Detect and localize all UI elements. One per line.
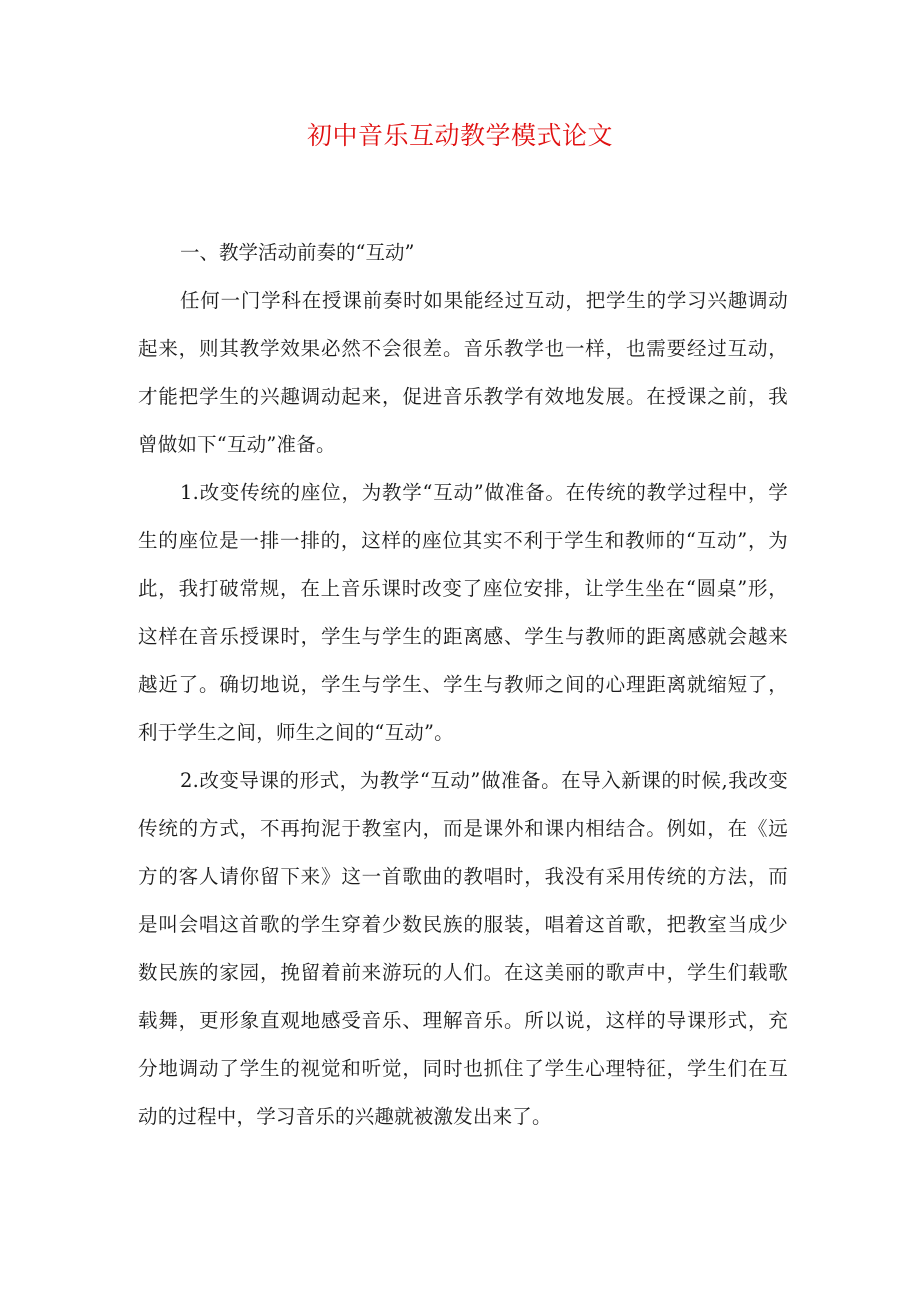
paragraph-lesson-intro: 2.改变导课的形式，为教学“互动”做准备。在导入新课的时候,我改变传统的方式，不再拘泥于教室内，而是课外和课内相结合。例如，在《远方的客人请你留下来》这一首歌曲的教唱时，我没有采用传统的方法，而是叫会唱这首歌的学生穿着少数民族的服装，唱着这首歌，把教室当成少数民族的家园，挽留着前来游玩的人们。在这美丽的歌声中，学生们载歌载舞，更形象直观地感受音乐、理解音乐。所以说，这样的导课形式，充分地调动了学生的视觉和听觉，同时也抓住了学生心理特征，学生们在互动的过程中，学习音乐的兴趣就被激发出来了。	[138, 769, 788, 1128]
paragraph-seating: 1.改变传统的座位，为教学“互动”做准备。在传统的教学过程中，学生的座位是一排一排的，这样的座位其实不利于学生和教师的“互动”，为此，我打破常规，在上音乐课时改变了座位安排，让学生坐在“圆桌”形，这样在音乐授课时，学生与学生的距离感、学生与教师的距离感就会越来越近了。确切地说，学生与学生、学生与教师之间的心理距离就缩短了，利于学生之间，师生之间的“互动”。	[138, 481, 788, 744]
paragraph-intro: 任何一门学科在授课前奏时如果能经过互动，把学生的学习兴趣调动起来，则其教学效果必然不会很差。音乐教学也一样，也需要经过互动，才能把学生的兴趣调动起来，促进音乐教学有效地发展。在授课之前，我曾做如下“互动”准备。	[138, 289, 788, 456]
section-heading: 一、教学活动前奏的“互动”	[180, 241, 415, 264]
page-title: 初中音乐互动教学模式论文	[306, 121, 613, 150]
document-body	[138, 229, 788, 1141]
